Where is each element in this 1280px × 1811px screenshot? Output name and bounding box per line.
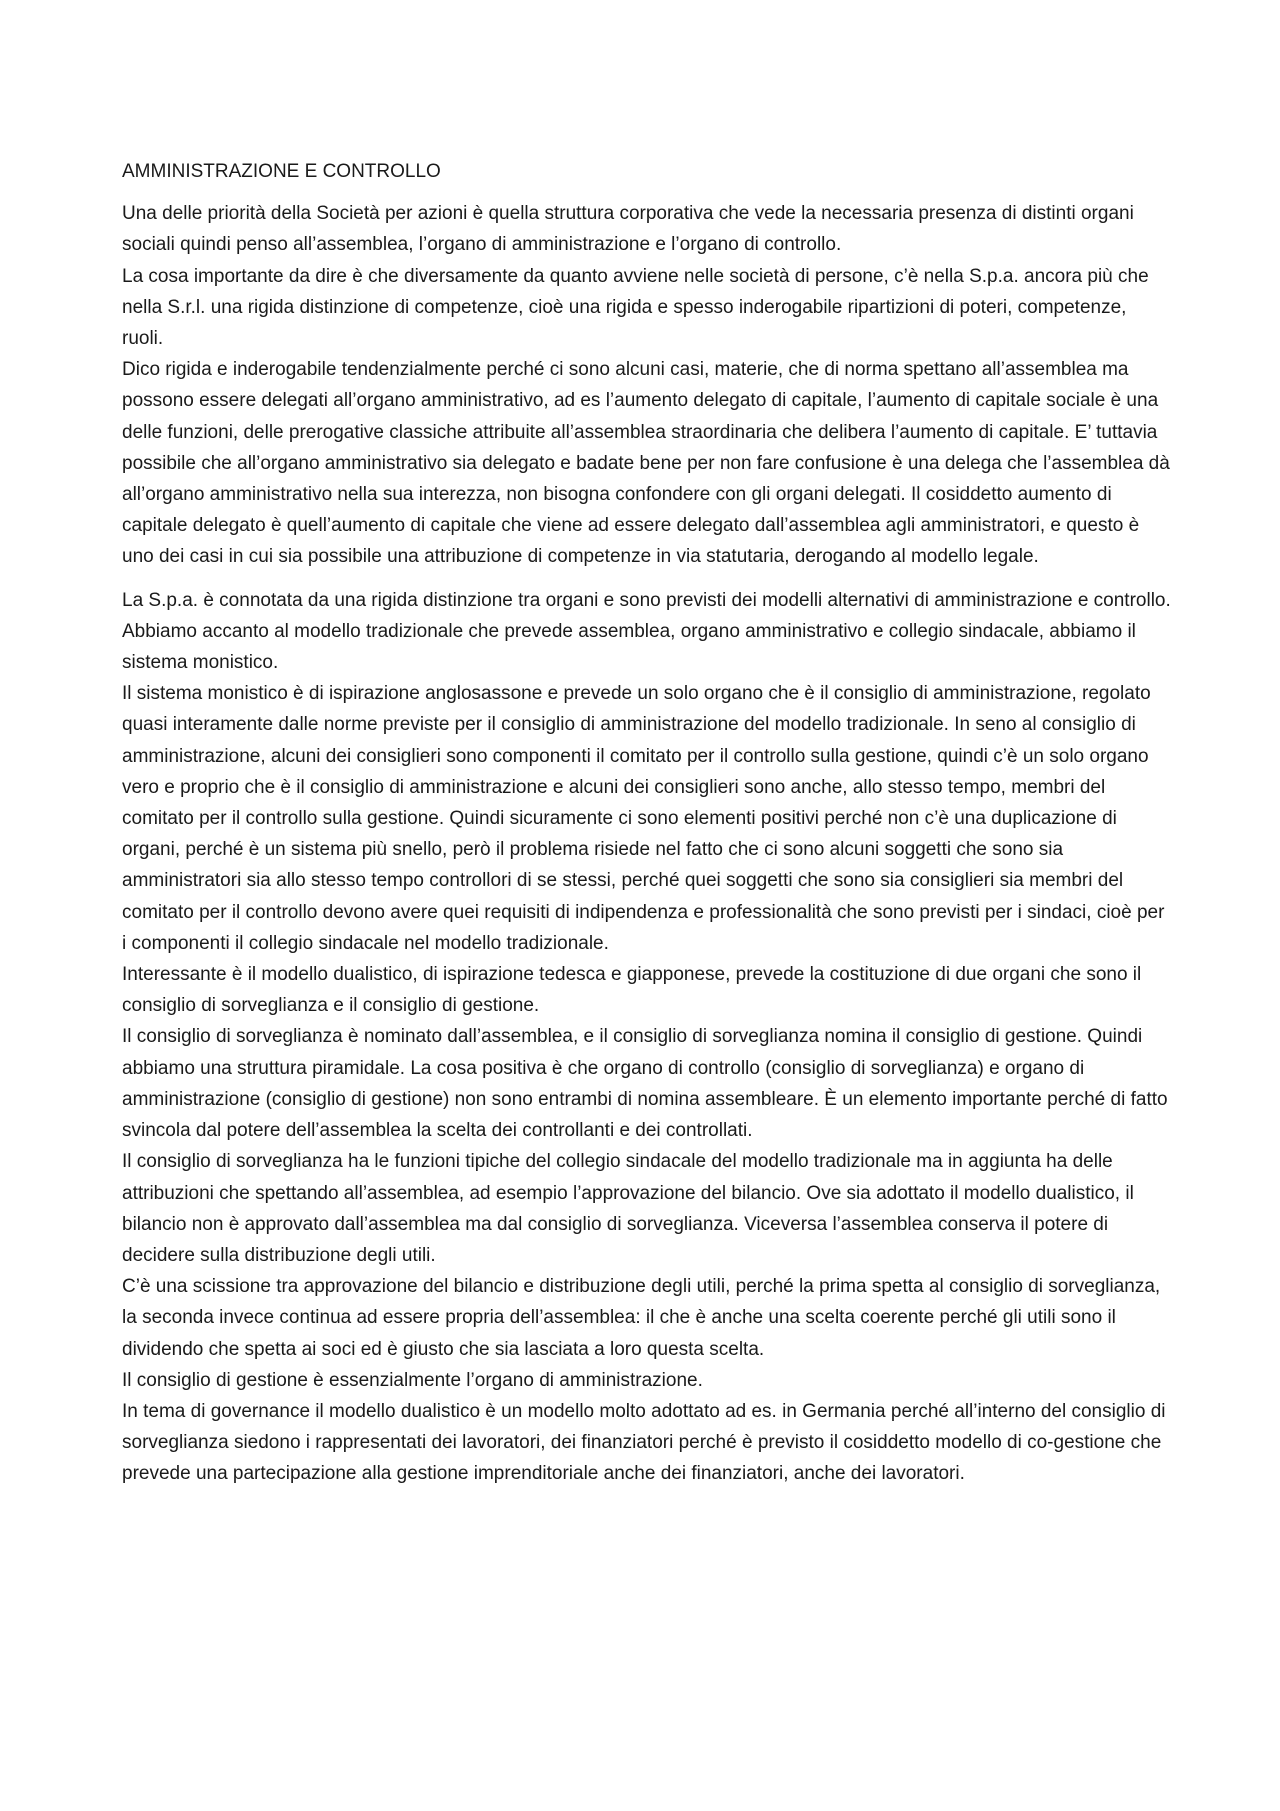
paragraph: Abbiamo accanto al modello tradizionale che prevede assemblea, organo amministrativo e collegio sindacale, abbiamo il sistema monistico. [122, 620, 1136, 674]
paragraph: La cosa importante da dire è che diversamente da quanto avviene nelle società di persone, c’è nella S.p.a. ancora più che nella S.r.l. una rigida distinzione di competenze, cioè una rigida e spesso inderogabile ripartizioni di poteri, competenze, ruoli. [122, 265, 1149, 350]
paragraph: Dico rigida e inderogabile tendenzialmente perché ci sono alcuni casi, materie, che di norma spettano all’assemblea ma possono essere delegati all’organo amministrativo, ad es l’aumento delegato di capitale, l’aumento di capitale sociale è una delle funzioni, delle prerogative classiche attribuite all’assemblea straordinaria che delibera l’aumento di capitale. E’ tuttavia possibile che all’organo amministrativo sia delegato e badate bene per non fare confusione è una delega che l’assemblea dà all’organo amministrativo nella sua interezza, non bisogna confondere con gli organi delegati. Il cosiddetto aumento di capitale delegato è quell’aumento di capitale che viene ad essere delegato dall’assemblea agli amministratori, e questo è uno dei casi in cui sia possibile una attribuzione di competenze in via statutaria, derogando al modello legale. [122, 359, 1170, 568]
section-organi-sociali [122, 198, 1172, 572]
paragraph: Il sistema monistico è di ispirazione anglosassone e prevede un solo organo che è il consiglio di amministrazione, regolato quasi interamente dalle norme previste per il consiglio di amministrazione del modello tradizionale. In seno al consiglio di amministrazione, alcuni dei consiglieri sono componenti il comitato per il controllo sulla gestione, quindi c’è un solo organo vero e proprio che è il consiglio di amministrazione e alcuni dei consiglieri sono anche, allo stesso tempo, membri del comitato per il controllo sulla gestione. Quindi sicuramente ci sono elementi positivi perché non c’è una duplicazione di organi, perché è un sistema più snello, però il problema risiede nel fatto che ci sono alcuni soggetti che sono sia amministratori sia allo stesso tempo controllori di se stessi, perché quei soggetti che sono sia consiglieri sia membri del comitato per il controllo devono avere quei requisiti di indipendenza e professionalità che sono previsti per i sindaci, cioè per i componenti il collegio sindacale nel modello tradizionale. [122, 683, 1165, 954]
paragraph: Interessante è il modello dualistico, di ispirazione tedesca e giapponese, prevede la costituzione di due organi che sono il consiglio di sorveglianza e il consiglio di gestione. [122, 964, 1142, 1017]
paragraph: La S.p.a. è connotata da una rigida distinzione tra organi e sono previsti dei modelli alternativi di amministrazione e controllo. [122, 589, 1171, 611]
paragraph: Il consiglio di gestione è essenzialmente l’organo di amministrazione. [122, 1369, 703, 1391]
section-modelli-alternativi [122, 585, 1172, 1490]
paragraph: Il consiglio di sorveglianza ha le funzioni tipiche del collegio sindacale del modello tradizionale ma in aggiunta ha delle attribuzioni che spettando all’assemblea, ad esempio l’approvazione del bilancio. Ove sia adottato il modello dualistico, il bilancio non è approvato dall’assemblea ma dal consiglio di sorveglianza. Viceversa l’assemblea conserva il potere di decidere sulla distribuzione degli utili. [122, 1151, 1134, 1266]
paragraph: In tema di governance il modello dualistico è un modello molto adottato ad es. in Germania perché all’interno del consiglio di sorveglianza siedono i rappresentati dei lavoratori, dei finanziatori perché è previsto il cosiddetto modello di co-gestione che prevede una partecipazione alla gestione imprenditoriale anche dei finanziatori, anche dei lavoratori. [122, 1400, 1166, 1485]
paragraph: Il consiglio di sorveglianza è nominato dall’assemblea, e il consiglio di sorveglianza nomina il consiglio di gestione. Quindi abbiamo una struttura piramidale. La cosa positiva è che organo di controllo (consiglio di sorveglianza) e organo di amministrazione (consiglio di gestione) non sono entrambi di nomina assembleare. È un elemento importante perché di fatto svincola dal potere dell’assemblea la scelta dei controllanti e dei controllati. [122, 1026, 1168, 1142]
document-body [122, 156, 1172, 1502]
paragraph: C’è una scissione tra approvazione del bilancio e distribuzione degli utili, perché la prima spetta al consiglio di sorveglianza, la seconda invece continua ad essere propria dell’assemblea: il che è anche una scelta coerente perché gli utili sono il dividendo che spetta ai soci ed è giusto che sia lasciata a loro questa scelta. [122, 1276, 1161, 1360]
paragraph: Una delle priorità della Società per azioni è quella struttura corporativa che vede la necessaria presenza di distinti organi sociali quindi penso all’assemblea, l’organo di amministrazione e l’organo di controllo. [122, 203, 1134, 256]
document-title: AMMINISTRAZIONE E CONTROLLO [122, 161, 441, 182]
